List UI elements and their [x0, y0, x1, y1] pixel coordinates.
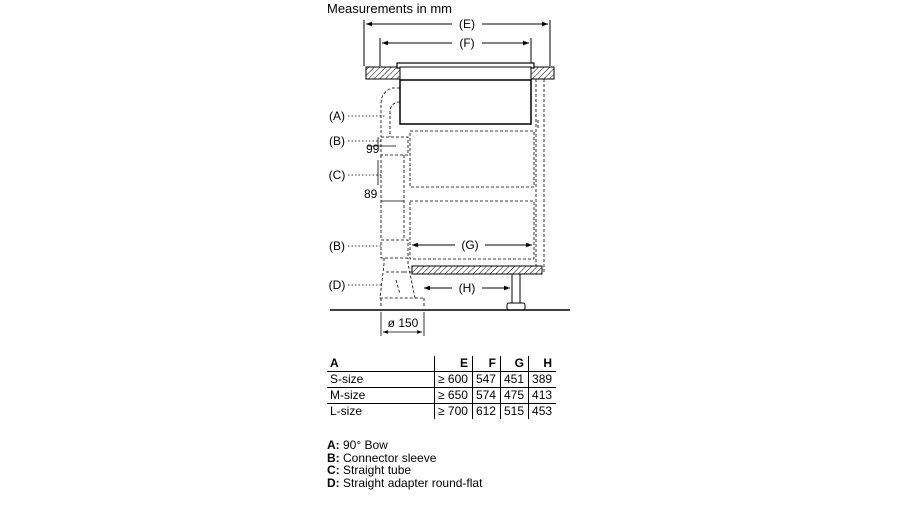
label-d: (D) [328, 278, 346, 292]
dim-89: 89 [364, 187, 378, 201]
table-cell: 453 [529, 404, 557, 420]
dimension-89 [364, 160, 404, 201]
table-row [327, 372, 556, 388]
table-row [327, 404, 556, 420]
legend-key: B: [327, 450, 340, 465]
table-cell: M-size [327, 388, 435, 404]
size-table [327, 356, 556, 419]
table-cell: ≥ 600 [435, 372, 473, 388]
table-cell: L-size [330, 404, 363, 418]
table-cell: ≥ 650 [435, 388, 473, 404]
table-cell: 547 [472, 372, 500, 388]
label-f: (F) [459, 36, 475, 50]
table-header: E [435, 356, 473, 372]
table-cell: 574 [472, 388, 500, 404]
table-header: H [529, 356, 557, 372]
dimension-h [424, 281, 510, 295]
dim-99: 99 [366, 142, 380, 156]
table-row [327, 388, 556, 404]
table-header: G [500, 356, 528, 372]
label-a: (A) [329, 109, 345, 123]
legend-key: D: [327, 475, 340, 490]
label-b-top: (B) [329, 134, 345, 148]
measurements-heading: Measurements in mm [327, 1, 452, 16]
table-header-row [327, 356, 556, 372]
label-b-bottom: (B) [329, 239, 345, 253]
table-cell: 612 [472, 404, 500, 420]
table-cell: 451 [500, 372, 528, 388]
legend-key: A: [327, 438, 340, 452]
legend [327, 439, 482, 489]
table-header: F [472, 356, 500, 372]
label-g: (G) [461, 238, 479, 252]
label-c: (C) [328, 168, 346, 182]
table-cell: 515 [500, 404, 528, 420]
legend-text: 90° Bow [339, 438, 388, 452]
legend-key: C: [327, 463, 340, 477]
dimension-g [412, 238, 532, 252]
label-e: (E) [459, 17, 475, 31]
dimension-f [380, 36, 531, 66]
table-cell: 413 [529, 388, 557, 404]
dimension-diameter [381, 312, 424, 336]
table-cell: ≥ 700 [435, 404, 473, 420]
hob-body [400, 67, 531, 124]
table-cell: 475 [500, 388, 528, 404]
legend-item [327, 477, 482, 490]
table-cell: 389 [529, 372, 557, 388]
legend-text: Connector sleeve [339, 450, 437, 465]
legend-text: Straight adapter round-flat [339, 475, 483, 490]
table-cell: S-size [327, 372, 435, 388]
label-h: (H) [458, 281, 476, 295]
legend-text: Straight tube [339, 463, 412, 477]
dim-150: ø 150 [387, 316, 419, 330]
table-header: A [327, 356, 435, 372]
